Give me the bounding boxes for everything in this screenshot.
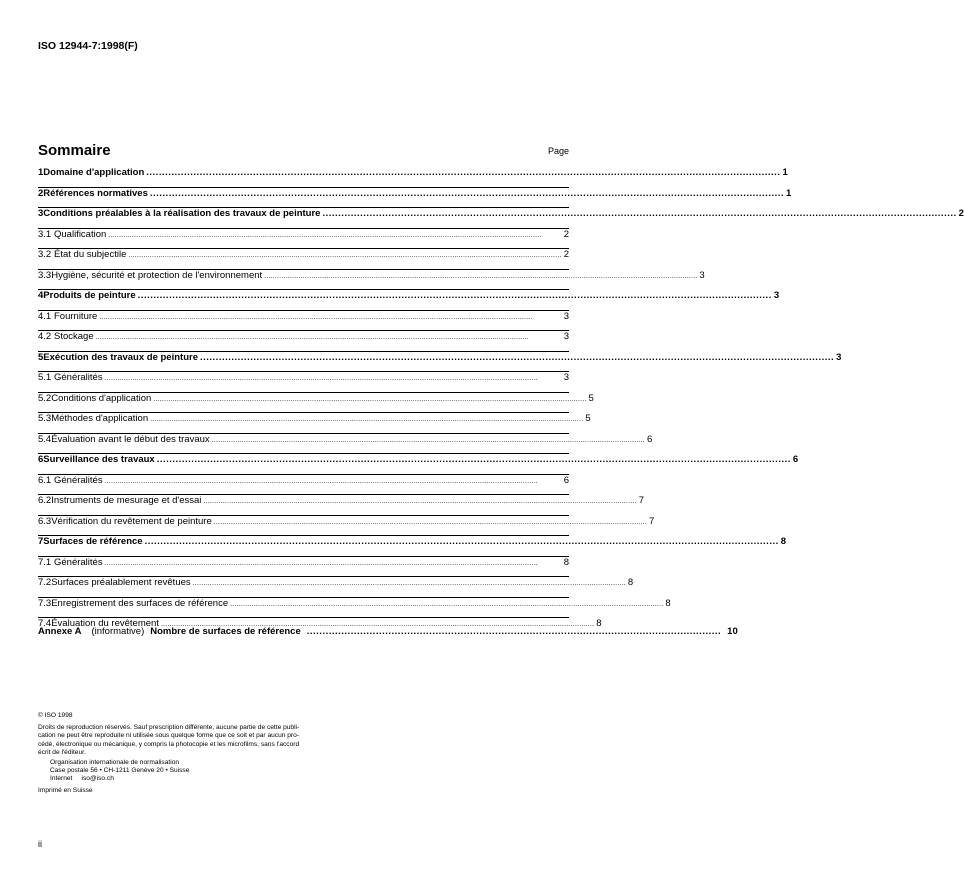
toc-entry-label: Hygiène, sécurité et protection de l'environnement	[51, 269, 263, 281]
toc-entry-number: 4	[38, 290, 44, 301]
toc-entry-label: Exécution des travaux de peinture	[43, 351, 198, 363]
dot-leader: ..........................................................................................................................................................................................................	[211, 436, 645, 444]
toc-entry[interactable]	[38, 433, 653, 454]
toc-entry-page: 8	[563, 556, 569, 568]
dot-leader: ..........................................................................................................................................................................................................	[104, 477, 538, 485]
dot-leader: ..........................................................................................................................................................................................................	[192, 580, 626, 587]
dot-leader: ..........................................................................................................................................................................................................	[150, 416, 584, 423]
dot-leader: ..........................................................................................................................................................................................................	[153, 395, 587, 403]
toc-entry-number: 6.3	[38, 515, 52, 527]
dot-leader: ..........................................................................................................................................................................................................	[264, 272, 698, 280]
toc-entry-label: Généralités	[54, 372, 103, 383]
annex-title: Nombre de surfaces de référence	[150, 626, 301, 637]
internet-contact: Internet iso@iso.ch	[50, 775, 114, 783]
toc-entry[interactable]	[38, 535, 787, 556]
dot-leader: ..........................................................................................................................................................................................................	[156, 454, 791, 465]
toc-entry-label: Fourniture	[54, 310, 98, 322]
toc-entry[interactable]	[38, 167, 788, 187]
dot-leader: ....................................................................................................................................	[306, 626, 722, 637]
toc-entry-page: 7	[649, 515, 655, 527]
toc-entry[interactable]	[38, 187, 792, 208]
printed-in: Imprimé en Suisse	[38, 786, 93, 794]
dot-leader: ..........................................................................................................................................................................................................	[128, 252, 562, 259]
toc-entry[interactable]	[38, 453, 799, 474]
toc-entry-number: 7.2	[38, 577, 52, 588]
toc-entry-page: 3	[563, 331, 569, 342]
legal-line: Droits de reproduction réservés. Sauf prescription différente, aucune partie de cette publi-	[38, 724, 300, 732]
toc-entry-label: Méthodes d'application	[51, 413, 149, 424]
page-folio: ii	[38, 839, 42, 849]
toc-entry-number: 6	[38, 454, 44, 465]
toc-entry-number: 1	[38, 167, 44, 178]
toc-entry-number: 7	[38, 536, 44, 547]
toc-entry-page: 2	[563, 249, 569, 260]
dot-leader: ..........................................................................................................................................................................................................	[146, 167, 781, 178]
toc-entry[interactable]	[38, 392, 594, 413]
toc-entry-label: Surfaces préalablement revêtues	[51, 577, 191, 588]
toc-entry-page: 8	[596, 618, 602, 629]
toc-entry[interactable]	[38, 289, 780, 310]
copyright-notice	[38, 712, 384, 795]
toc-entry[interactable]	[38, 494, 644, 515]
dot-leader: ..........................................................................................................................................................................................................	[230, 600, 664, 608]
toc-entry-page: 3	[563, 372, 569, 383]
toc-entry-page: 7	[638, 495, 644, 506]
toc-entry-label: Instruments de mesurage et d'essai	[51, 495, 202, 506]
toc-entry-page: 8	[665, 597, 671, 609]
toc-entry[interactable]	[38, 412, 591, 433]
dot-leader: ..........................................................................................................................................................................................................	[137, 290, 772, 301]
toc-entry-label: Surfaces de référence	[43, 536, 143, 547]
toc-entry[interactable]	[38, 371, 569, 392]
toc-entry-page: 3	[836, 351, 842, 363]
toc-entry-number: 3.3	[38, 269, 52, 281]
toc-entry[interactable]	[38, 597, 671, 618]
dot-leader: ..........................................................................................................................................................................................................	[95, 334, 529, 341]
toc-entry[interactable]	[38, 310, 569, 331]
toc-entry-label: Évaluation avant le début des travaux	[51, 433, 210, 445]
toc-entry[interactable]	[38, 207, 964, 228]
toc-entry-page: 8	[627, 577, 634, 588]
toc-entry-page: 1	[786, 187, 792, 199]
toc-entry-number: 5.3	[38, 413, 52, 424]
toc-entry-label: Enregistrement des surfaces de référence	[51, 597, 229, 609]
dot-leader: ..........................................................................................................................................................................................................	[203, 498, 637, 505]
toc-entry-page: 3	[699, 269, 705, 281]
toc-entry-page: 6	[646, 433, 653, 445]
toc-entry-page: 2	[958, 208, 964, 219]
legal-line: cédé, électronique ou mécanique, y compris la photocopie et les microfilms, sans l'accord	[38, 740, 300, 748]
toc-entry-number: 3.1	[38, 228, 52, 240]
toc-entry-number: 7.4	[38, 618, 52, 629]
dot-leader: ..........................................................................................................................................................................................................	[322, 208, 957, 219]
toc-entry-label: Généralités	[54, 556, 103, 568]
toc-entry-label: Domaine d'application	[43, 167, 145, 178]
toc-entry-page: 2	[563, 228, 569, 240]
toc-entry-number: 6.1	[38, 474, 52, 486]
toc-entry[interactable]	[38, 474, 569, 495]
toc-entry[interactable]	[38, 556, 569, 577]
legal-line: écrit de l'éditeur.	[38, 748, 86, 756]
toc-entry-page: 6	[792, 454, 799, 465]
dot-leader: ..........................................................................................................................................................................................................	[144, 536, 779, 547]
copyright-legal-text	[38, 724, 384, 757]
toc-entry-page: 3	[563, 310, 569, 322]
dot-leader: ..........................................................................................................................................................................................................	[213, 518, 648, 526]
legal-line: cation ne peut être reproduite ni utilisée sous quelque forme que ce soit et par aucun pro-	[38, 732, 299, 740]
toc-entry-page: 5	[585, 413, 591, 424]
toc-entry-number: 7.1	[38, 556, 52, 568]
toc-entry-label: Stockage	[54, 331, 94, 342]
toc-entry-number: 3.2	[38, 249, 52, 260]
toc-entry-label: Vérification du revêtement de peinture	[51, 515, 212, 527]
toc-entry-label: Généralités	[54, 474, 103, 486]
toc-annex-entry[interactable]	[38, 626, 738, 637]
toc-entry-label: Surveillance des travaux	[43, 454, 155, 465]
toc-entry-label: Évaluation du revêtement	[51, 618, 159, 629]
toc-entry-page: 3	[773, 290, 780, 301]
toc-entry-page: 6	[563, 474, 569, 486]
toc-entry-number: 5.1	[38, 372, 52, 383]
toc-entry[interactable]	[38, 228, 569, 249]
dot-leader: ..........................................................................................................................................................................................................	[160, 621, 595, 628]
toc-entry-label: Qualification	[54, 228, 107, 240]
toc-entry-label: Conditions d'application	[51, 392, 152, 404]
toc-entry-label: Produits de peinture	[43, 290, 136, 301]
annex-label: Annexe A	[38, 626, 82, 637]
dot-leader: ..........................................................................................................................................................................................................	[104, 559, 538, 567]
toc-entry-page: 5	[588, 392, 594, 404]
toc-entry[interactable]	[38, 351, 842, 372]
organization-name: Organisation internationale de normalisation	[50, 759, 180, 767]
toc-entry[interactable]	[38, 248, 569, 269]
dot-leader: ..........................................................................................................................................................................................................	[149, 187, 785, 199]
dot-leader: ..........................................................................................................................................................................................................	[99, 313, 533, 321]
toc-entry-number: 4.2	[38, 331, 52, 342]
toc-entry-number: 6.2	[38, 495, 52, 506]
toc-title: Sommaire	[38, 142, 111, 159]
toc-entry-label: Références normatives	[43, 187, 148, 199]
toc-entry[interactable]	[38, 269, 705, 290]
dot-leader: ..........................................................................................................................................................................................................	[199, 351, 835, 363]
toc-entry[interactable]	[38, 576, 634, 597]
annex-type: (informative)	[91, 626, 145, 637]
copyright-mark: © ISO 1998	[38, 712, 73, 719]
toc-entry-page: 8	[780, 536, 787, 547]
toc-entry-number: 3	[38, 208, 44, 219]
toc-entry-number: 5.2	[38, 392, 52, 404]
toc-entry-number: 5.4	[38, 433, 52, 445]
document-id-header: ISO 12944-7:1998(F)	[38, 40, 138, 52]
toc-page-column-label: Page	[547, 146, 569, 156]
toc-entry-number: 7.3	[38, 597, 52, 609]
postal-address: Case postale 56 • CH-1211 Genève 20 • Suisse	[50, 767, 190, 775]
toc-entry-label: État du subjectile	[54, 249, 127, 260]
toc-entry[interactable]	[38, 330, 569, 351]
toc-entry-page: 1	[782, 167, 788, 178]
toc-entry-number: 5	[38, 351, 44, 363]
toc-entry-number: 4.1	[38, 310, 52, 322]
dot-leader: ..........................................................................................................................................................................................................	[104, 375, 538, 382]
dot-leader: ..........................................................................................................................................................................................................	[108, 231, 542, 239]
toc-entry-number: 2	[38, 187, 44, 199]
toc-entry-label: Conditions préalables à la réalisation des travaux de peinture	[43, 208, 321, 219]
annex-page-number: 10	[727, 626, 738, 637]
toc-entry[interactable]	[38, 515, 655, 536]
